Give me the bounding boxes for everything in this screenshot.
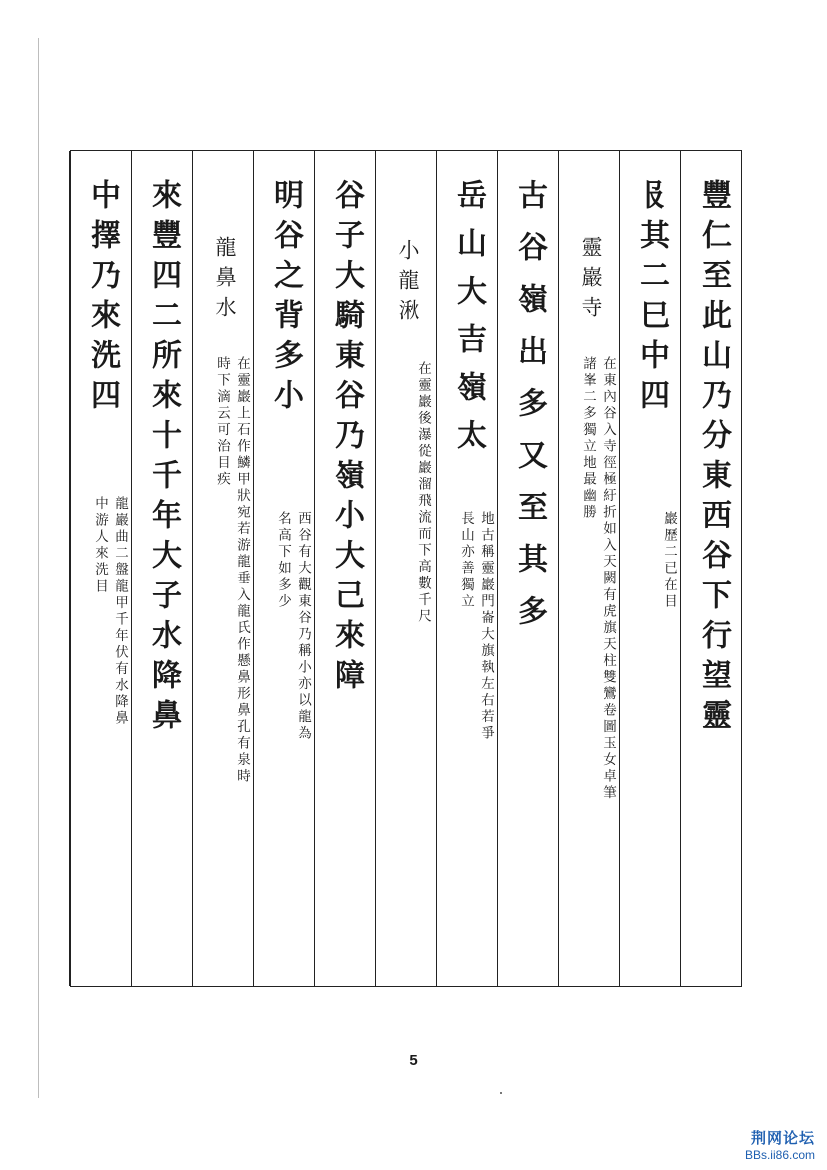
forum-watermark	[745, 1127, 815, 1162]
column-main-text: 豐仁至此山乃分東西谷下行望靈	[696, 179, 731, 739]
column-annotation: 在東內谷入寺徑極紆折如入天闕有虎旗天柱雙鸞卷圖玉女卓筆	[600, 356, 616, 802]
column-annotation: 地古稱靈巖門崙大旗執左右若爭	[478, 511, 494, 742]
column-annotation: 中游人來洗目	[92, 496, 108, 595]
scan-speck	[500, 1092, 502, 1094]
column-4	[497, 151, 558, 986]
column-annotation: 名高下如多少	[275, 511, 291, 610]
column-main-text: 古谷嶺出多又至其多	[512, 179, 547, 647]
column-heading: 龍鼻水	[213, 236, 237, 326]
column-main-text: 中擇乃來洗四	[85, 179, 120, 419]
page-margin-line	[38, 38, 39, 1098]
column-annotation: 時下滴云可治目疾	[214, 356, 230, 488]
column-8	[253, 151, 314, 986]
column-2	[619, 151, 680, 986]
column-main-text: 谷子大騎東谷乃嶺小大己來障	[329, 179, 364, 699]
column-main-text: 明谷之背多小	[268, 179, 303, 419]
column-10	[131, 151, 192, 986]
column-9	[192, 151, 253, 986]
column-heading: 靈巖寺	[579, 236, 603, 326]
watermark-title: 荆网论坛	[750, 1130, 815, 1147]
column-11	[69, 151, 131, 986]
column-annotation: 巖歷二已在目	[661, 511, 677, 610]
column-annotation: 龍巖曲二盤龍甲千年伏有水降鼻	[112, 496, 128, 727]
column-6	[375, 151, 436, 986]
column-heading: 小龍湫	[396, 239, 420, 329]
column-7	[314, 151, 375, 986]
column-5	[436, 151, 497, 986]
column-main-text: 來豐四二所來十千年大子水降鼻	[146, 179, 181, 739]
watermark-url[interactable]: BBs.ii86.com	[744, 1148, 815, 1162]
column-annotation: 在靈巖上石作鱗甲狀宛若游龍垂入龍氏作懸鼻形鼻孔有泉時	[234, 356, 250, 785]
column-main-text: 岳山大吉嶺太	[451, 179, 486, 467]
text-frame	[70, 150, 742, 987]
column-annotation: 諸峯二多獨立地最幽勝	[580, 356, 596, 521]
column-annotation: 西谷有大觀東谷乃稱小亦以龍為	[295, 511, 311, 742]
column-3	[558, 151, 619, 986]
page-number: 5	[409, 1052, 418, 1069]
column-annotation: 長山亦善獨立	[458, 511, 474, 610]
column-1	[680, 151, 741, 986]
column-annotation: 在靈巖後瀑從巖溜飛流而下高數千尺	[415, 361, 431, 625]
column-main-text: 𠬝其二巳中四	[634, 179, 669, 419]
